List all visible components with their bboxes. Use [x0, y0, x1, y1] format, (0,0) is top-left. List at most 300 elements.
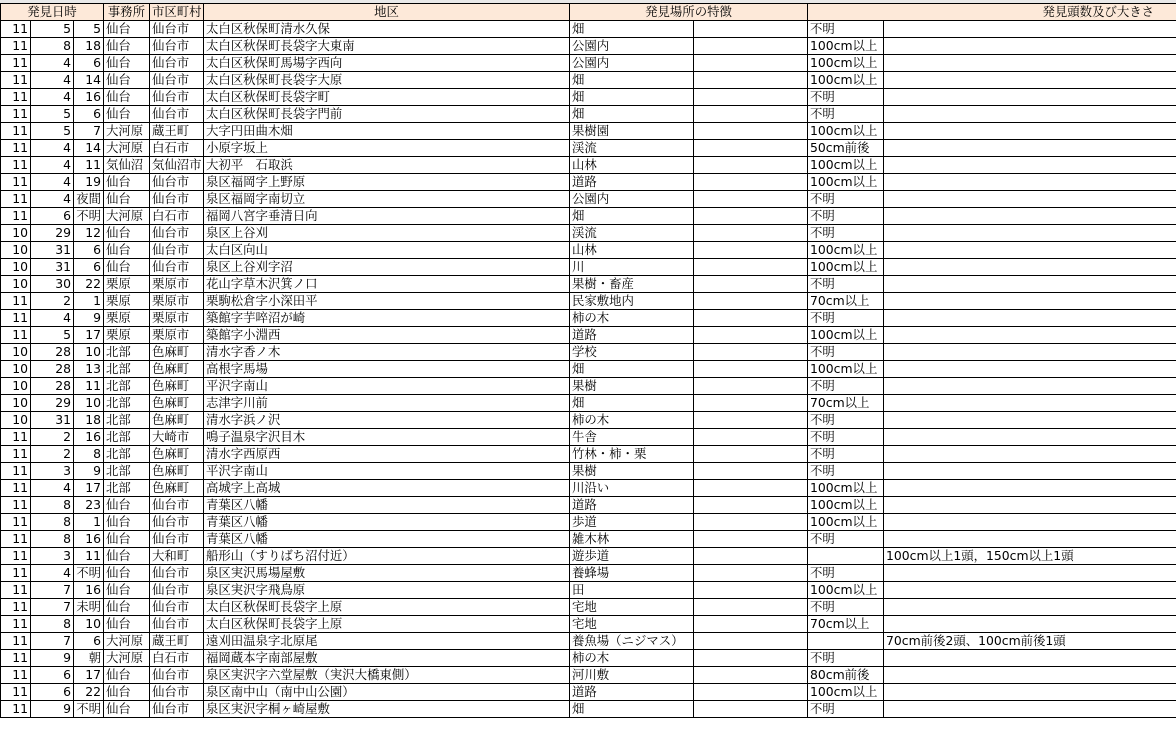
cell-time[interactable]: 6	[74, 55, 104, 72]
cell-city[interactable]: 大崎市	[150, 429, 204, 446]
cell-size[interactable]: 80cm前後	[808, 667, 884, 684]
cell-place-extra[interactable]	[694, 650, 808, 667]
cell-size[interactable]: 不明	[808, 463, 884, 480]
cell-day[interactable]: 4	[31, 157, 74, 174]
cell-count-size[interactable]	[884, 259, 1176, 276]
cell-place[interactable]: 畑	[570, 395, 694, 412]
cell-size[interactable]: 100cm以上	[808, 38, 884, 55]
cell-office[interactable]: 北部	[104, 429, 150, 446]
cell-area[interactable]: 泉区実沢馬場屋敷	[204, 565, 570, 582]
cell-size[interactable]: 不明	[808, 21, 884, 38]
cell-size[interactable]: 不明	[808, 276, 884, 293]
cell-area[interactable]: 清水字香ノ木	[204, 344, 570, 361]
cell-area[interactable]: 平沢字南山	[204, 378, 570, 395]
cell-size[interactable]: 不明	[808, 89, 884, 106]
cell-count-size[interactable]	[884, 701, 1176, 718]
cell-month[interactable]: 10	[1, 361, 31, 378]
cell-day[interactable]: 4	[31, 191, 74, 208]
cell-area[interactable]: 福岡蔵本字南部屋敷	[204, 650, 570, 667]
cell-size[interactable]: 70cm以上	[808, 616, 884, 633]
cell-size[interactable]: 不明	[808, 106, 884, 123]
cell-place-extra[interactable]	[694, 412, 808, 429]
cell-day[interactable]: 6	[31, 208, 74, 225]
cell-place[interactable]: 学校	[570, 344, 694, 361]
cell-day[interactable]: 2	[31, 293, 74, 310]
cell-place[interactable]: 畑	[570, 701, 694, 718]
cell-area[interactable]: 大字円田曲木畑	[204, 123, 570, 140]
cell-city[interactable]: 仙台市	[150, 684, 204, 701]
cell-day[interactable]: 4	[31, 89, 74, 106]
cell-day[interactable]: 28	[31, 344, 74, 361]
cell-day[interactable]: 29	[31, 395, 74, 412]
cell-month[interactable]: 11	[1, 191, 31, 208]
cell-area[interactable]: 鳴子温泉字沢目木	[204, 429, 570, 446]
cell-month[interactable]: 10	[1, 225, 31, 242]
cell-day[interactable]: 5	[31, 123, 74, 140]
cell-month[interactable]: 11	[1, 21, 31, 38]
cell-city[interactable]: 白石市	[150, 140, 204, 157]
cell-office[interactable]: 仙台	[104, 106, 150, 123]
cell-place[interactable]: 果樹・畜産	[570, 276, 694, 293]
cell-place-extra[interactable]	[694, 310, 808, 327]
cell-time[interactable]: 23	[74, 497, 104, 514]
cell-place-extra[interactable]	[694, 89, 808, 106]
cell-area[interactable]: 泉区実沢字六堂屋敷（実沢大橋東側）	[204, 667, 570, 684]
cell-size[interactable]: 100cm以上	[808, 497, 884, 514]
cell-month[interactable]: 11	[1, 38, 31, 55]
cell-area[interactable]: 小原字坂上	[204, 140, 570, 157]
cell-place[interactable]: 山林	[570, 242, 694, 259]
cell-place-extra[interactable]	[694, 293, 808, 310]
cell-month[interactable]: 11	[1, 174, 31, 191]
cell-day[interactable]: 28	[31, 361, 74, 378]
cell-area[interactable]: 築館字芋啐沼が崎	[204, 310, 570, 327]
cell-count-size[interactable]	[884, 582, 1176, 599]
cell-area[interactable]: 泉区実沢字飛鳥原	[204, 582, 570, 599]
cell-count-size[interactable]	[884, 174, 1176, 191]
cell-area[interactable]: 青葉区八幡	[204, 531, 570, 548]
cell-time[interactable]: 10	[74, 616, 104, 633]
cell-place[interactable]: 河川敷	[570, 667, 694, 684]
cell-count-size[interactable]	[884, 310, 1176, 327]
cell-day[interactable]: 2	[31, 446, 74, 463]
cell-time[interactable]: 22	[74, 276, 104, 293]
cell-month[interactable]: 11	[1, 89, 31, 106]
cell-place-extra[interactable]	[694, 582, 808, 599]
cell-time[interactable]: 16	[74, 531, 104, 548]
cell-time[interactable]: 14	[74, 140, 104, 157]
cell-day[interactable]: 31	[31, 412, 74, 429]
cell-count-size[interactable]	[884, 412, 1176, 429]
cell-place-extra[interactable]	[694, 514, 808, 531]
cell-office[interactable]: 大河原	[104, 633, 150, 650]
cell-day[interactable]: 29	[31, 225, 74, 242]
cell-area[interactable]: 太白区向山	[204, 242, 570, 259]
cell-day[interactable]: 2	[31, 429, 74, 446]
cell-month[interactable]: 11	[1, 497, 31, 514]
cell-time[interactable]: 未明	[74, 599, 104, 616]
cell-month[interactable]: 11	[1, 327, 31, 344]
cell-size[interactable]: 不明	[808, 208, 884, 225]
cell-city[interactable]: 仙台市	[150, 667, 204, 684]
cell-place[interactable]: 畑	[570, 361, 694, 378]
cell-place[interactable]: 道路	[570, 497, 694, 514]
cell-count-size[interactable]	[884, 123, 1176, 140]
cell-area[interactable]: 船形山（すりばち沼付近）	[204, 548, 570, 565]
cell-count-size[interactable]	[884, 208, 1176, 225]
cell-size[interactable]: 100cm以上	[808, 123, 884, 140]
cell-city[interactable]: 色麻町	[150, 463, 204, 480]
cell-place[interactable]: 畑	[570, 21, 694, 38]
cell-month[interactable]: 11	[1, 565, 31, 582]
cell-office[interactable]: 北部	[104, 361, 150, 378]
cell-place[interactable]: 柿の木	[570, 310, 694, 327]
cell-count-size[interactable]	[884, 21, 1176, 38]
cell-city[interactable]: 仙台市	[150, 21, 204, 38]
cell-office[interactable]: 仙台	[104, 55, 150, 72]
cell-day[interactable]: 7	[31, 582, 74, 599]
cell-day[interactable]: 31	[31, 242, 74, 259]
cell-time[interactable]: 不明	[74, 565, 104, 582]
cell-city[interactable]: 蔵王町	[150, 633, 204, 650]
cell-time[interactable]: 8	[74, 446, 104, 463]
cell-size[interactable]: 100cm以上	[808, 259, 884, 276]
cell-month[interactable]: 11	[1, 429, 31, 446]
cell-time[interactable]: 夜間	[74, 191, 104, 208]
cell-area[interactable]: 泉区南中山（南中山公園）	[204, 684, 570, 701]
cell-city[interactable]: 仙台市	[150, 701, 204, 718]
cell-office[interactable]: 栗原	[104, 276, 150, 293]
cell-month[interactable]: 11	[1, 650, 31, 667]
cell-count-size[interactable]	[884, 463, 1176, 480]
cell-day[interactable]: 9	[31, 701, 74, 718]
cell-day[interactable]: 8	[31, 38, 74, 55]
cell-month[interactable]: 11	[1, 599, 31, 616]
cell-area[interactable]: 遠刈田温泉字北原尾	[204, 633, 570, 650]
cell-area[interactable]: 太白区秋保町長袋字大原	[204, 72, 570, 89]
cell-city[interactable]: 仙台市	[150, 38, 204, 55]
cell-office[interactable]: 仙台	[104, 616, 150, 633]
cell-place-extra[interactable]	[694, 259, 808, 276]
cell-time[interactable]: 22	[74, 684, 104, 701]
cell-month[interactable]: 11	[1, 123, 31, 140]
cell-time[interactable]: 6	[74, 106, 104, 123]
cell-place[interactable]: 道路	[570, 174, 694, 191]
cell-city[interactable]: 仙台市	[150, 174, 204, 191]
cell-area[interactable]: 青葉区八幡	[204, 514, 570, 531]
cell-city[interactable]: 仙台市	[150, 225, 204, 242]
cell-size[interactable]: 100cm以上	[808, 174, 884, 191]
cell-place-extra[interactable]	[694, 21, 808, 38]
cell-time[interactable]: 16	[74, 429, 104, 446]
cell-place[interactable]: 川沿い	[570, 480, 694, 497]
cell-day[interactable]: 8	[31, 531, 74, 548]
cell-place-extra[interactable]	[694, 174, 808, 191]
cell-place[interactable]: 畑	[570, 72, 694, 89]
cell-time[interactable]: 11	[74, 157, 104, 174]
cell-place[interactable]: 公園内	[570, 191, 694, 208]
cell-month[interactable]: 11	[1, 548, 31, 565]
cell-month[interactable]: 10	[1, 259, 31, 276]
cell-place[interactable]: 宅地	[570, 599, 694, 616]
cell-day[interactable]: 28	[31, 378, 74, 395]
cell-place-extra[interactable]	[694, 191, 808, 208]
cell-time[interactable]: 1	[74, 514, 104, 531]
cell-place-extra[interactable]	[694, 446, 808, 463]
cell-count-size[interactable]	[884, 72, 1176, 89]
cell-count-size[interactable]	[884, 361, 1176, 378]
cell-office[interactable]: 仙台	[104, 531, 150, 548]
cell-size[interactable]: 不明	[808, 599, 884, 616]
cell-day[interactable]: 6	[31, 667, 74, 684]
cell-month[interactable]: 10	[1, 242, 31, 259]
cell-month[interactable]: 11	[1, 463, 31, 480]
cell-city[interactable]: 栗原市	[150, 310, 204, 327]
cell-area[interactable]: 栗駒松倉字小深田平	[204, 293, 570, 310]
header-date[interactable]: 発見日時	[1, 4, 104, 21]
cell-time[interactable]: 6	[74, 259, 104, 276]
header-count-size[interactable]: 発見頭数及び大きさ	[808, 4, 1176, 21]
cell-count-size[interactable]	[884, 106, 1176, 123]
cell-place-extra[interactable]	[694, 276, 808, 293]
cell-count-size[interactable]	[884, 684, 1176, 701]
cell-area[interactable]: 泉区上谷刈	[204, 225, 570, 242]
cell-day[interactable]: 4	[31, 310, 74, 327]
cell-place-extra[interactable]	[694, 599, 808, 616]
cell-place-extra[interactable]	[694, 378, 808, 395]
cell-time[interactable]: 不明	[74, 208, 104, 225]
cell-time[interactable]: 16	[74, 89, 104, 106]
cell-place[interactable]: 果樹	[570, 463, 694, 480]
cell-city[interactable]: 栗原市	[150, 293, 204, 310]
cell-city[interactable]: 色麻町	[150, 395, 204, 412]
cell-area[interactable]: 泉区上谷刈字沼	[204, 259, 570, 276]
cell-office[interactable]: 仙台	[104, 191, 150, 208]
cell-count-size[interactable]	[884, 565, 1176, 582]
cell-place-extra[interactable]	[694, 463, 808, 480]
cell-city[interactable]: 大和町	[150, 548, 204, 565]
cell-day[interactable]: 3	[31, 463, 74, 480]
cell-month[interactable]: 10	[1, 276, 31, 293]
cell-place-extra[interactable]	[694, 361, 808, 378]
cell-city[interactable]: 仙台市	[150, 55, 204, 72]
cell-time[interactable]: 19	[74, 174, 104, 191]
cell-size[interactable]: 不明	[808, 412, 884, 429]
cell-time[interactable]: 不明	[74, 701, 104, 718]
cell-size[interactable]: 100cm以上	[808, 242, 884, 259]
cell-time[interactable]: 9	[74, 463, 104, 480]
cell-day[interactable]: 30	[31, 276, 74, 293]
cell-size[interactable]: 70cm以上	[808, 293, 884, 310]
cell-size[interactable]	[808, 548, 884, 565]
cell-office[interactable]: 北部	[104, 463, 150, 480]
cell-size[interactable]: 100cm以上	[808, 582, 884, 599]
cell-count-size[interactable]	[884, 429, 1176, 446]
cell-area[interactable]: 泉区実沢字桐ヶ崎屋敷	[204, 701, 570, 718]
cell-month[interactable]: 11	[1, 684, 31, 701]
cell-office[interactable]: 仙台	[104, 242, 150, 259]
cell-time[interactable]: 16	[74, 582, 104, 599]
cell-count-size[interactable]: 70cm前後2頭、100cm前後1頭	[884, 633, 1176, 650]
cell-count-size[interactable]	[884, 157, 1176, 174]
cell-size[interactable]: 100cm以上	[808, 55, 884, 72]
cell-city[interactable]: 白石市	[150, 650, 204, 667]
cell-time[interactable]: 18	[74, 412, 104, 429]
cell-time[interactable]: 12	[74, 225, 104, 242]
cell-place[interactable]: 柿の木	[570, 650, 694, 667]
cell-count-size[interactable]: 100cm以上1頭，150cm以上1頭	[884, 548, 1176, 565]
cell-place-extra[interactable]	[694, 157, 808, 174]
cell-office[interactable]: 仙台	[104, 259, 150, 276]
header-place[interactable]: 発見場所の特徴	[570, 4, 808, 21]
cell-place-extra[interactable]	[694, 242, 808, 259]
cell-city[interactable]: 色麻町	[150, 446, 204, 463]
cell-month[interactable]: 11	[1, 531, 31, 548]
cell-area[interactable]: 青葉区八幡	[204, 497, 570, 514]
cell-office[interactable]: 北部	[104, 480, 150, 497]
cell-count-size[interactable]	[884, 327, 1176, 344]
cell-day[interactable]: 9	[31, 650, 74, 667]
cell-time[interactable]: 17	[74, 327, 104, 344]
cell-area[interactable]: 大初平 石取浜	[204, 157, 570, 174]
cell-office[interactable]: 仙台	[104, 667, 150, 684]
cell-place[interactable]: 畑	[570, 106, 694, 123]
cell-place-extra[interactable]	[694, 480, 808, 497]
cell-size[interactable]: 50cm前後	[808, 140, 884, 157]
cell-size[interactable]: 不明	[808, 344, 884, 361]
cell-place-extra[interactable]	[694, 565, 808, 582]
cell-place-extra[interactable]	[694, 208, 808, 225]
cell-place[interactable]: 歩道	[570, 514, 694, 531]
cell-place[interactable]: 渓流	[570, 225, 694, 242]
cell-place[interactable]: 道路	[570, 327, 694, 344]
cell-month[interactable]: 10	[1, 412, 31, 429]
cell-place[interactable]: 川	[570, 259, 694, 276]
cell-place-extra[interactable]	[694, 548, 808, 565]
cell-area[interactable]: 太白区秋保町清水久保	[204, 21, 570, 38]
cell-place-extra[interactable]	[694, 667, 808, 684]
cell-day[interactable]: 4	[31, 480, 74, 497]
cell-day[interactable]: 6	[31, 684, 74, 701]
cell-size[interactable]: 不明	[808, 429, 884, 446]
cell-time[interactable]: 6	[74, 633, 104, 650]
cell-count-size[interactable]	[884, 191, 1176, 208]
cell-count-size[interactable]	[884, 38, 1176, 55]
cell-count-size[interactable]	[884, 531, 1176, 548]
cell-place-extra[interactable]	[694, 429, 808, 446]
cell-area[interactable]: 太白区秋保町長袋字町	[204, 89, 570, 106]
cell-city[interactable]: 色麻町	[150, 361, 204, 378]
cell-size[interactable]: 不明	[808, 446, 884, 463]
cell-place-extra[interactable]	[694, 72, 808, 89]
cell-city[interactable]: 仙台市	[150, 89, 204, 106]
cell-city[interactable]: 色麻町	[150, 344, 204, 361]
cell-time[interactable]: 7	[74, 123, 104, 140]
cell-office[interactable]: 仙台	[104, 684, 150, 701]
cell-place-extra[interactable]	[694, 497, 808, 514]
cell-count-size[interactable]	[884, 242, 1176, 259]
cell-place-extra[interactable]	[694, 395, 808, 412]
cell-place-extra[interactable]	[694, 531, 808, 548]
cell-time[interactable]: 11	[74, 548, 104, 565]
cell-area[interactable]: 高城字上高城	[204, 480, 570, 497]
cell-size[interactable]: 不明	[808, 650, 884, 667]
cell-area[interactable]: 太白区秋保町馬場字西向	[204, 55, 570, 72]
cell-time[interactable]: 1	[74, 293, 104, 310]
cell-count-size[interactable]	[884, 616, 1176, 633]
cell-area[interactable]: 泉区福岡字上野原	[204, 174, 570, 191]
cell-day[interactable]: 31	[31, 259, 74, 276]
cell-month[interactable]: 11	[1, 208, 31, 225]
cell-time[interactable]: 17	[74, 480, 104, 497]
cell-size[interactable]: 100cm以上	[808, 684, 884, 701]
cell-office[interactable]: 北部	[104, 344, 150, 361]
cell-office[interactable]: 仙台	[104, 21, 150, 38]
cell-day[interactable]: 5	[31, 106, 74, 123]
cell-office[interactable]: 仙台	[104, 701, 150, 718]
cell-area[interactable]: 花山字草木沢箕ノ口	[204, 276, 570, 293]
cell-count-size[interactable]	[884, 667, 1176, 684]
cell-office[interactable]: 仙台	[104, 514, 150, 531]
cell-day[interactable]: 4	[31, 72, 74, 89]
cell-count-size[interactable]	[884, 276, 1176, 293]
cell-place-extra[interactable]	[694, 55, 808, 72]
cell-month[interactable]: 10	[1, 378, 31, 395]
cell-office[interactable]: 仙台	[104, 599, 150, 616]
cell-office[interactable]: 北部	[104, 446, 150, 463]
cell-month[interactable]: 11	[1, 55, 31, 72]
cell-day[interactable]: 4	[31, 565, 74, 582]
cell-place-extra[interactable]	[694, 123, 808, 140]
cell-time[interactable]: 17	[74, 667, 104, 684]
cell-office[interactable]: 大河原	[104, 650, 150, 667]
cell-area[interactable]: 太白区秋保町長袋字上原	[204, 616, 570, 633]
cell-area[interactable]: 太白区秋保町長袋字上原	[204, 599, 570, 616]
cell-time[interactable]: 6	[74, 242, 104, 259]
cell-office[interactable]: 気仙沼	[104, 157, 150, 174]
cell-size[interactable]: 100cm以上	[808, 327, 884, 344]
cell-size[interactable]: 不明	[808, 310, 884, 327]
cell-month[interactable]: 11	[1, 310, 31, 327]
cell-office[interactable]: 大河原	[104, 140, 150, 157]
cell-office[interactable]: 北部	[104, 412, 150, 429]
cell-day[interactable]: 4	[31, 174, 74, 191]
cell-office[interactable]: 仙台	[104, 225, 150, 242]
cell-place[interactable]: 畑	[570, 208, 694, 225]
cell-time[interactable]: 9	[74, 310, 104, 327]
cell-size[interactable]: 不明	[808, 191, 884, 208]
cell-office[interactable]: 仙台	[104, 582, 150, 599]
cell-size[interactable]: 100cm以上	[808, 480, 884, 497]
cell-place[interactable]: 公園内	[570, 55, 694, 72]
cell-size[interactable]: 100cm以上	[808, 157, 884, 174]
cell-office[interactable]: 仙台	[104, 38, 150, 55]
cell-place-extra[interactable]	[694, 684, 808, 701]
cell-place[interactable]: 公園内	[570, 38, 694, 55]
cell-count-size[interactable]	[884, 55, 1176, 72]
cell-day[interactable]: 8	[31, 514, 74, 531]
cell-city[interactable]: 仙台市	[150, 616, 204, 633]
cell-month[interactable]: 11	[1, 701, 31, 718]
cell-day[interactable]: 7	[31, 599, 74, 616]
cell-day[interactable]: 8	[31, 497, 74, 514]
cell-area[interactable]: 高根字馬場	[204, 361, 570, 378]
cell-place[interactable]: 道路	[570, 684, 694, 701]
cell-area[interactable]: 太白区秋保町長袋字大東南	[204, 38, 570, 55]
cell-place-extra[interactable]	[694, 344, 808, 361]
cell-count-size[interactable]	[884, 344, 1176, 361]
cell-place[interactable]: 宅地	[570, 616, 694, 633]
